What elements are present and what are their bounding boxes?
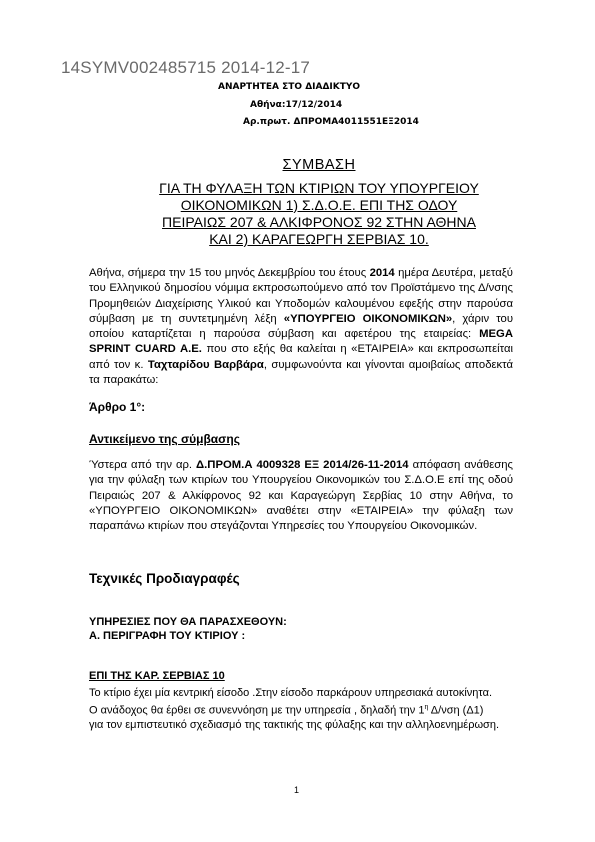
ministry-name: «ΥΠΟΥΡΓΕΙΟ ΟΙΚΟΝΟΜΙΚΩΝ» <box>283 312 453 325</box>
technical-specs-heading: Τεχνικές Προδιαγραφές <box>89 571 240 586</box>
representative-name: Ταχταρίδου Βαρβάρα <box>147 358 264 371</box>
intro-paragraph: Αθήνα, σήμερα την 15 του μηνός Δεκεμβρίου του έτους 2014 ημέρα Δευτέρα, μεταξύ του Ελληνικού δημοσίου νόμιμα εκπροσωπούμενο από τον Προϊστάμενο της Δ/νσης Προμηθειών Διαχείρισης Υλικού και Υποδομών καλουμένου εφεξής στην παρούσα σύμβαση με τη συντετμημένη λέξη «ΥΠΟΥΡΓΕΙΟ ΟΙΚΟΝΟΜΙΚΩΝ», χάριν του οποίου καταρτίζεται η παρούσα σύμβαση και αφετέρου της εταιρείας: MEGA SPRINT CUARD A.E. που στο εξής θα καλείται η «ΕΤΑΙΡΕΙΑ» και εκπροσωπείται από τον κ. Ταχταρίδου Βαρβάρα, συμφωνούντα και γίνονται αμοιβαίως αποδεκτά τα παρακάτω: <box>89 267 514 387</box>
section-a-heading: Α. ΠΕΡΙΓΡΑΦΗ ΤΟΥ ΚΤΙΡΙΟΥ : <box>89 630 246 642</box>
contract-subtitle <box>80 180 558 248</box>
subject-paragraph: Ύστερα από την αρ. Δ.ΠΡΟΜ.Α 4009328 ΕΞ 2014/26-11-2014 απόφαση ανάθεσης για την φύλαξη των κτιρίων του Υπουργείου Οικονομικών του Σ.Δ.Ο.Ε επί της οδού Πειραιώς 207 & Αλκίφρονος 92 και Καραγεώργη Σερβίας 10 στην Αθήνα, το «ΥΠΟΥΡΓΕΙΟ ΟΙΚΟΝΟΜΙΚΩΝ» αναθέτει στην «ΕΤΑΙΡΕΙΑ» την φύλαξη των παραπάνω κτιρίων που στεγάζονται Υπηρεσίες του Υπουργείου Οικονομικών. <box>89 459 513 533</box>
decision-reference: Δ.ΠΡΟΜ.Α 4009328 ΕΞ 2014/26-11-2014 <box>196 459 409 471</box>
contract-title: ΣΥΜΒΑΣΗ <box>282 157 356 173</box>
subject-heading: Αντικείμενο της σύμβασης <box>89 432 240 446</box>
services-heading: ΥΠΗΡΕΣΙΕΣ ΠΟΥ ΘΑ ΠΑΡΑΣΧΕΘΟΥΝ: <box>89 616 287 628</box>
subtitle-line: ΓΙΑ ΤΗ ΦΥΛΑΞΗ ΤΩΝ ΚΤΙΡΙΩΝ ΤΟΥ ΥΠΟΥΡΓΕΙΟΥ <box>159 180 479 196</box>
header-posting-note: ΑΝΑΡΤΗΤΕΑ ΣΤΟ ΔΙΑΔΙΚΤΥΟ <box>218 82 361 92</box>
header-date: Αθήνα:17/12/2014 <box>250 100 343 110</box>
page-number: 1 <box>294 785 300 795</box>
subtitle-line: ΟΙΚΟΝΟΜΙΚΩΝ 1) Σ.Δ.Ο.Ε. ΕΠΙ ΤΗΣ ΟΔΟΥ <box>180 197 458 213</box>
subtitle-line: ΠΕΙΡΑΙΩΣ 207 & ΑΛΚΙΦΡΟΝΟΣ 92 ΣΤΗΝ ΑΘΗΝΑ <box>162 214 476 230</box>
subtitle-line: ΚΑΙ 2) ΚΑΡΑΓΕΩΡΓΗ ΣΕΡΒΙΑΣ 10. <box>209 231 429 247</box>
company-name: MEGA SPRINT CUARD A.E. <box>89 328 513 356</box>
document-stamp: 14SYMV002485715 2014-12-17 <box>61 58 311 77</box>
article-1-heading: Άρθρο 1°: <box>89 400 146 414</box>
contract-year: 2014 <box>369 267 395 279</box>
header-protocol-number: Αρ.πρωτ. ΔΠΡΟΜΑ4011551ΕΞ2014 <box>243 117 419 127</box>
building-heading: ΕΠΙ ΤΗΣ ΚΑΡ. ΣΕΡΒΙΑΣ 10 <box>89 670 225 682</box>
building-paragraph: Το κτίριο έχει μία κεντρική είσοδο .Στην είσοδο παρκάρουν υπηρεσιακά αυτοκίνητα. Ο ανάδοχος θα έρθει σε συνεννόηση με την υπηρεσία , δηλαδή την $1^\eta$ Δ/νση (Δ1) για τον εμπιστευτικό σχεδιασμό της τακτικής της φύλαξης και την αλληλοενημέρωση. <box>89 687 500 731</box>
